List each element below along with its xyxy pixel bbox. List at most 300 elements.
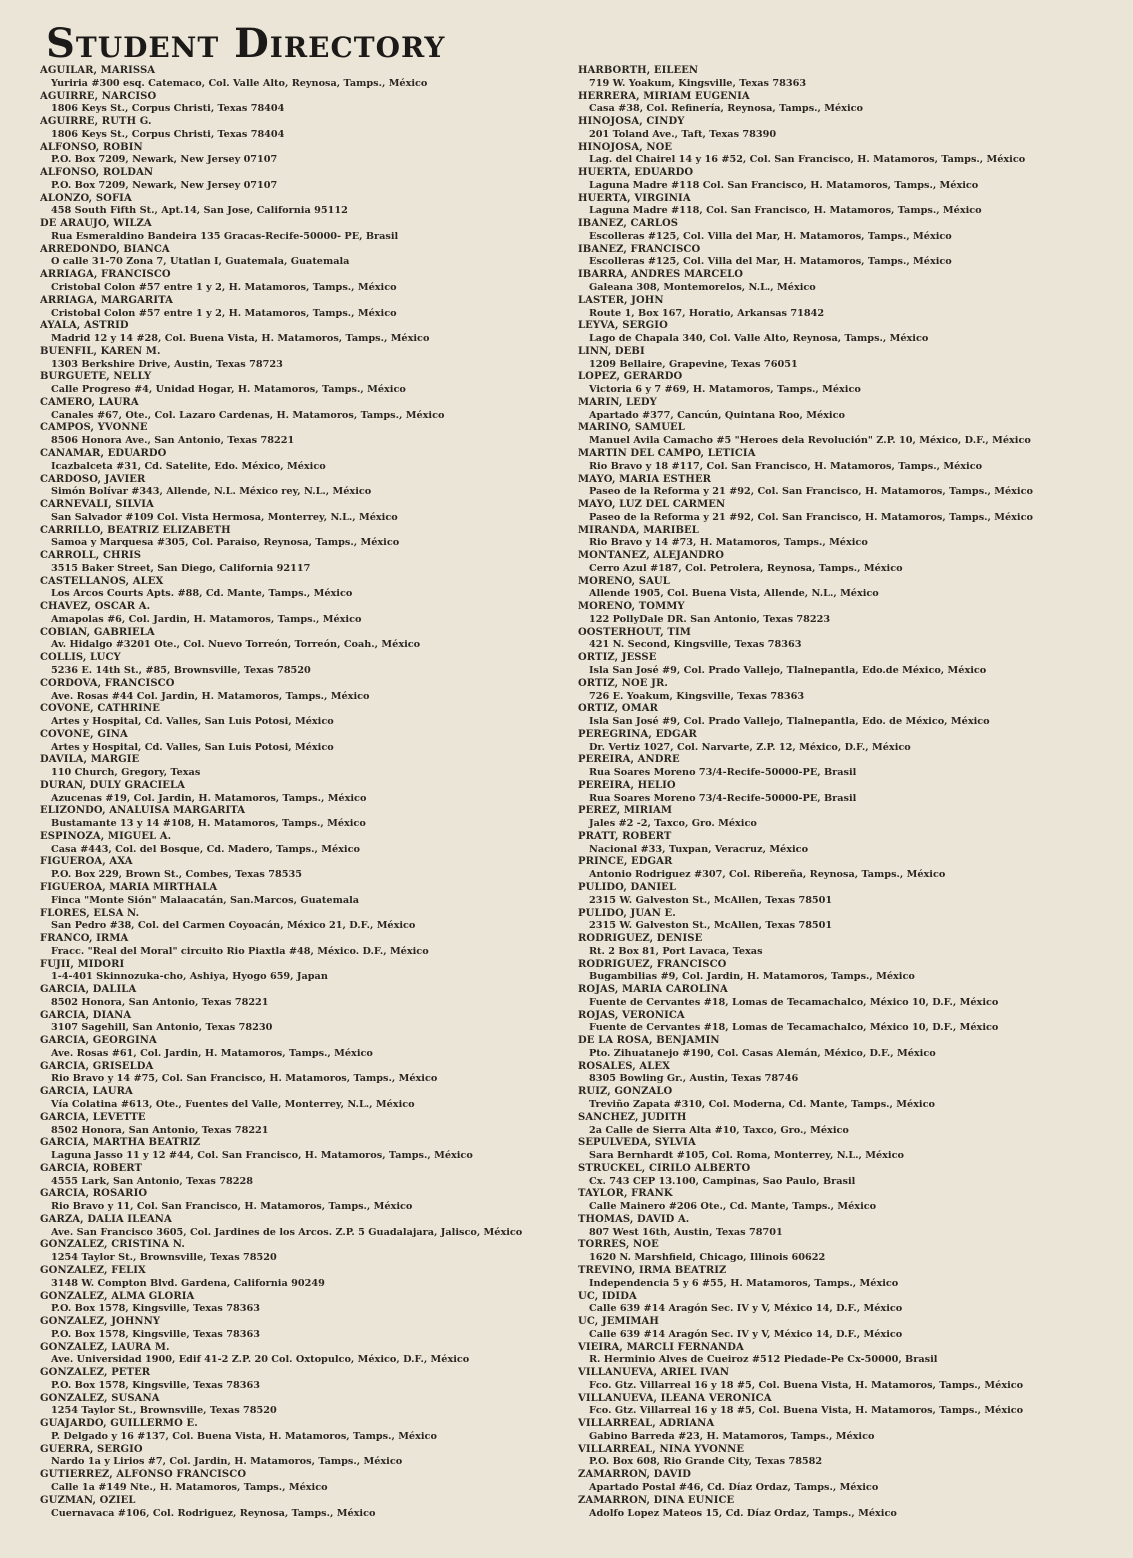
directory-entry bbox=[40, 908, 550, 934]
student-name: ROJAS, MARIA CAROLINA bbox=[578, 984, 728, 996]
student-name: CARDOSO, JAVIER bbox=[40, 473, 146, 485]
student-address: Fuente de Cervantes #18, Lomas de Tecamachalco, México 10, D.F., México bbox=[589, 996, 999, 1008]
directory-entry bbox=[40, 91, 550, 117]
student-address: Ave. Rosas #44 Col. Jardin, H. Matamoros, Tamps., México bbox=[51, 690, 370, 702]
student-address: 1806 Keys St., Corpus Christi, Texas 78404 bbox=[51, 103, 285, 115]
student-address: Gabino Barreda #23, H. Matamoros, Tamps., México bbox=[589, 1430, 875, 1442]
directory-entry bbox=[40, 601, 550, 627]
student-address: Rio Bravo y 18 #117, Col. San Francisco, H. Matamoros, Tamps., México bbox=[589, 460, 983, 472]
page-title: Student Directory bbox=[46, 20, 446, 67]
student-address: 5236 E. 14th St., #85, Brownsville, Texas 78520 bbox=[51, 664, 311, 676]
student-address: Cristobal Colon #57 entre 1 y 2, H. Matamoros, Tamps., México bbox=[51, 282, 397, 294]
student-name: ORTIZ, OMAR bbox=[578, 703, 659, 715]
student-address: Apartado #377, Cancún, Quintana Roo, México bbox=[589, 409, 845, 421]
directory-entry bbox=[40, 116, 550, 142]
directory-entry bbox=[40, 1061, 550, 1087]
student-name: FIGUEROA, MARIA MIRTHALA bbox=[40, 882, 218, 893]
directory-entry bbox=[40, 1393, 550, 1419]
directory-entry bbox=[578, 525, 1123, 551]
student-name: DE ARAUJO, WILZA bbox=[40, 218, 152, 230]
directory-entry bbox=[40, 218, 550, 244]
student-address: 421 N. Second, Kingsville, Texas 78363 bbox=[589, 639, 802, 651]
directory-entry bbox=[40, 1035, 550, 1061]
directory-entry bbox=[40, 652, 550, 678]
student-name: CARRILLO, BEATRIZ ELIZABETH bbox=[40, 524, 231, 536]
directory-entry bbox=[578, 1418, 1123, 1444]
student-address: Cx. 743 CEP 13.100, Campinas, Sao Paulo, Brasil bbox=[589, 1175, 856, 1187]
student-address: Escolleras #125, Col. Villa del Mar, H. Matamoros, Tamps., México bbox=[589, 230, 952, 242]
directory-entry bbox=[578, 703, 1123, 729]
directory-entry bbox=[40, 422, 550, 448]
directory-entry bbox=[40, 397, 550, 423]
directory-entry bbox=[578, 397, 1123, 423]
directory-entry bbox=[578, 474, 1123, 500]
student-name: GUZMAN, OZIEL bbox=[40, 1494, 136, 1506]
directory-entry bbox=[578, 1367, 1123, 1393]
directory-entry bbox=[578, 422, 1123, 448]
directory-entry bbox=[40, 754, 550, 780]
student-address: Av. Hidalgo #3201 Ote., Col. Nuevo Torreón, Torreón, Coah., México bbox=[51, 639, 421, 651]
directory-entry bbox=[578, 550, 1123, 576]
directory-entry bbox=[40, 1469, 550, 1495]
student-address: Ave. Rosas #61, Col. Jardin, H. Matamoros, Tamps., México bbox=[51, 1047, 373, 1059]
student-address: 1806 Keys St., Corpus Christi, Texas 78404 bbox=[51, 128, 285, 140]
student-name: MIRANDA, MARIBEL bbox=[578, 524, 699, 536]
student-address: Isla San José #9, Col. Prado Vallejo, Tlalnepantla, Edo. de México, México bbox=[589, 716, 990, 728]
student-address: Ave. San Francisco 3605, Col. Jardines de los Arcos. Z.P. 5 Guadalajara, Jalisco, México bbox=[51, 1226, 523, 1238]
student-address: Fco. Gtz. Villarreal 16 y 18 #5, Col. Buena Vista, H. Matamoros, Tamps., México bbox=[589, 1379, 1024, 1391]
student-address: Laguna Madre #118 Col. San Francisco, H. Matamoros, Tamps., México bbox=[589, 179, 979, 191]
directory-column-left bbox=[40, 65, 550, 1520]
student-address: Apartado Postal #46, Cd. Díaz Ordaz, Tamps., México bbox=[589, 1481, 879, 1493]
directory-entry bbox=[40, 627, 550, 653]
student-name: CHAVEZ, OSCAR A. bbox=[40, 601, 151, 613]
student-name: COBIAN, GABRIELA bbox=[40, 626, 155, 638]
student-name: GONZALEZ, CRISTINA N. bbox=[40, 1239, 185, 1251]
student-name: GONZALEZ, LAURA M. bbox=[40, 1341, 170, 1353]
directory-entry bbox=[40, 1291, 550, 1317]
student-address: Artes y Hospital, Cd. Valles, San Luis Potosi, México bbox=[51, 741, 334, 753]
directory-entry bbox=[40, 856, 550, 882]
student-name: MONTAÑEZ, ALEJANDRO bbox=[578, 550, 725, 562]
student-name: HARBORTH, EILEEN bbox=[578, 65, 699, 76]
student-address: 110 Church, Gregory, Texas bbox=[51, 767, 201, 779]
directory-entry bbox=[40, 882, 550, 908]
student-address: 3148 W. Compton Blvd. Gardena, California 90249 bbox=[51, 1277, 325, 1289]
student-name: GUERRA, SERGIO bbox=[40, 1443, 143, 1455]
student-address: 8305 Bowling Gr., Austin, Texas 78746 bbox=[589, 1073, 799, 1085]
student-name: AGUILAR, MARISSA bbox=[40, 65, 156, 76]
directory-entry bbox=[40, 703, 550, 729]
directory-entry bbox=[578, 780, 1123, 806]
student-address: Rio Bravo y 11, Col. San Francisco, H. Matamoros, Tamps., México bbox=[51, 1201, 413, 1213]
directory-entry bbox=[578, 218, 1123, 244]
directory-entry bbox=[40, 474, 550, 500]
student-name: FIGUEROA, AXA bbox=[40, 856, 133, 868]
student-name: HERRERA, MIRIAM EUGENIA bbox=[578, 90, 750, 102]
directory-entry bbox=[40, 1188, 550, 1214]
directory-entry bbox=[578, 1239, 1123, 1265]
directory-entry bbox=[578, 91, 1123, 117]
directory-entry bbox=[578, 1086, 1123, 1112]
directory-entry bbox=[578, 1469, 1123, 1495]
directory-entry bbox=[578, 1163, 1123, 1189]
directory-entry bbox=[40, 780, 550, 806]
directory-entry bbox=[40, 1239, 550, 1265]
student-address: Cerro Azul #187, Col. Petrolera, Reynosa, Tamps., México bbox=[589, 562, 903, 574]
directory-entry bbox=[40, 167, 550, 193]
student-name: ZAMARRON, DINA EUNICE bbox=[578, 1494, 735, 1506]
student-address: Lago de Chapala 340, Col. Valle Alto, Reynosa, Tamps., México bbox=[589, 333, 929, 345]
student-address: Casa #443, Col. del Bosque, Cd. Madero, Tamps., México bbox=[51, 843, 360, 855]
student-address: Calle Progreso #4, Unidad Hogar, H. Matamoros, Tamps., México bbox=[51, 384, 406, 396]
student-address: Jales #2 -2, Taxco, Gro. México bbox=[589, 818, 757, 830]
directory-entry bbox=[578, 295, 1123, 321]
directory-entry bbox=[40, 984, 550, 1010]
student-name: VILLANUEVA, ILEANA VERONICA bbox=[578, 1392, 772, 1404]
directory-entry bbox=[40, 448, 550, 474]
student-name: AGUIRRE, NARCISO bbox=[40, 90, 157, 102]
directory-entry bbox=[578, 1316, 1123, 1342]
student-name: VILLARREAL, NINA YVONNE bbox=[578, 1443, 745, 1455]
student-address: Manuel Avila Camacho #5 "Heroes dela Revolución" Z.P. 10, México, D.F., México bbox=[589, 435, 1031, 447]
student-address: Dr. Vertiz 1027, Col. Narvarte, Z.P. 12, México, D.F., México bbox=[589, 741, 911, 753]
directory-entry bbox=[40, 371, 550, 397]
directory-entry bbox=[578, 729, 1123, 755]
student-address: Adolfo Lopez Mateos 15, Cd. Díaz Ordaz, Tamps., México bbox=[589, 1507, 897, 1519]
student-address: P.O. Box 7209, Newark, New Jersey 07107 bbox=[51, 179, 278, 191]
student-name: RUIZ, GONZALO bbox=[578, 1086, 673, 1098]
student-address: Nacional #33, Tuxpan, Veracruz, México bbox=[589, 843, 809, 855]
directory-entry bbox=[578, 805, 1123, 831]
student-name: MARTIN DEL CAMPO, LETICIA bbox=[578, 447, 756, 459]
student-name: MAYO, LUZ DEL CARMEN bbox=[578, 499, 726, 511]
student-address: Paseo de la Reforma y 21 #92, Col. San Francisco, H. Matamoros, Tamps., México bbox=[589, 486, 1033, 498]
student-address: 458 South Fifth St., Apt.14, San Jose, California 95112 bbox=[51, 205, 348, 217]
student-name: SEPULVEDA, SYLVIA bbox=[578, 1137, 696, 1149]
student-address: 4555 Lark, San Antonio, Texas 78228 bbox=[51, 1175, 253, 1187]
student-address: 1-4-401 Skinnozuka-cho, Ashiya, Hyogo 659, Japan bbox=[51, 971, 328, 983]
student-name: MORENO, SAUL bbox=[578, 575, 670, 587]
directory-entry bbox=[40, 1444, 550, 1470]
student-address: Azucenas #19, Col. Jardin, H. Matamoros, Tamps., México bbox=[51, 792, 367, 804]
student-name: ALONZO, SOFIA bbox=[40, 192, 132, 204]
student-name: MARINO, SAMUEL bbox=[578, 422, 685, 434]
student-name: BUENFIL, KAREN M. bbox=[40, 345, 161, 357]
student-address: Icazbalceta #31, Cd. Satelite, Edo. México, México bbox=[51, 460, 326, 472]
student-name: HINOJOSA, NOE bbox=[578, 141, 673, 153]
directory-entry bbox=[578, 1393, 1123, 1419]
student-name: CARROLL, CHRIS bbox=[40, 550, 142, 562]
directory-entry bbox=[578, 346, 1123, 372]
student-address: Rio Bravo y 14 #75, Col. San Francisco, H. Matamoros, Tamps., México bbox=[51, 1073, 438, 1085]
student-address: Calle Mainero #206 Ote., Cd. Mante, Tamps., México bbox=[589, 1201, 877, 1213]
student-name: ESPINOZA, MIGUEL A. bbox=[40, 830, 172, 842]
directory-entry bbox=[40, 1495, 550, 1521]
student-name: GONZALEZ, JOHNNY bbox=[40, 1316, 161, 1328]
student-address: Rio Bravo y 14 #73, H. Matamoros, Tamps., México bbox=[589, 537, 868, 549]
student-name: FLORES, ELSA N. bbox=[40, 907, 140, 919]
student-address: Rua Esmeraldino Bandeira 135 Gracas-Recife-50000- PE, Brasil bbox=[51, 230, 399, 242]
student-address: 2315 W. Galveston St., McAllen, Texas 78501 bbox=[589, 920, 833, 932]
student-name: PULIDO, JUAN E. bbox=[578, 907, 676, 919]
student-name: ALFONSO, ROLDAN bbox=[40, 167, 154, 179]
student-address: 1303 Berkshire Drive, Austin, Texas 78723 bbox=[51, 358, 283, 370]
student-address: 2315 W. Galveston St., McAllen, Texas 78501 bbox=[589, 894, 833, 906]
student-address: Vía Colatina #613, Ote., Fuentes del Valle, Monterrey, N.L., México bbox=[51, 1099, 415, 1111]
directory-entry bbox=[578, 933, 1123, 959]
directory-entry bbox=[578, 678, 1123, 704]
student-address: Galeana 308, Montemorelos, N.L., México bbox=[589, 282, 816, 294]
student-address: Antonio Rodriguez #307, Col. Ribereña, Reynosa, Tamps., México bbox=[589, 869, 946, 881]
directory-entry bbox=[578, 882, 1123, 908]
student-address: R. Herminio Alves de Cueiroz #512 Piedade-Pe Cx-50000, Brasil bbox=[589, 1354, 938, 1366]
student-name: GARCIA, DIANA bbox=[40, 1009, 132, 1021]
directory-entry bbox=[578, 269, 1123, 295]
student-name: GARCIA, LEVETTE bbox=[40, 1111, 146, 1123]
student-name: VILLARREAL, ADRIANA bbox=[578, 1418, 715, 1430]
directory-entry bbox=[578, 1265, 1123, 1291]
student-address: Allende 1905, Col. Buena Vista, Allende, N.L., México bbox=[589, 588, 879, 600]
directory-entry bbox=[578, 1010, 1123, 1036]
student-name: CORDOVA, FRANCISCO bbox=[40, 677, 175, 689]
student-address: Victoria 6 y 7 #69, H. Matamoros, Tamps., México bbox=[589, 384, 861, 396]
student-name: GARZA, DALIA ILEANA bbox=[40, 1213, 172, 1225]
student-address: 1209 Bellaire, Grapevine, Texas 76051 bbox=[589, 358, 798, 370]
directory-entry bbox=[578, 1188, 1123, 1214]
directory-entry bbox=[40, 142, 550, 168]
student-name: COVONE, GINA bbox=[40, 728, 128, 740]
student-address: Ave. Universidad 1900, Edif 41-2 Z.P. 20 Col. Oxtopulco, México, D.F., México bbox=[51, 1354, 470, 1366]
student-address: 3515 Baker Street, San Diego, California 92117 bbox=[51, 562, 311, 574]
student-name: GARCIA, GRISELDA bbox=[40, 1060, 154, 1072]
student-name: PRATT, ROBERT bbox=[578, 830, 672, 842]
student-address: 1620 N. Marshfield, Chicago, Illinois 60622 bbox=[589, 1252, 826, 1264]
directory-entry bbox=[40, 1163, 550, 1189]
directory-entry bbox=[578, 652, 1123, 678]
directory-entry bbox=[40, 1086, 550, 1112]
directory-entry bbox=[40, 346, 550, 372]
student-address: Simón Bolívar #343, Allende, N.L. México rey, N.L., México bbox=[51, 486, 372, 498]
student-address: Calle 1a #149 Nte., H. Matamoros, Tamps., México bbox=[51, 1481, 328, 1493]
student-name: GARCIA, ROBERT bbox=[40, 1162, 143, 1174]
student-address: Paseo de la Reforma y 21 #92, Col. San Francisco, H. Matamoros, Tamps., México bbox=[589, 511, 1033, 523]
student-name: RODRIGUEZ, FRANCISCO bbox=[578, 958, 727, 970]
student-address: 122 PollyDale DR. San Antonio, Texas 78223 bbox=[589, 613, 831, 625]
student-address: Fco. Gtz. Villarreal 16 y 18 #5, Col. Buena Vista, H. Matamoros, Tamps., México bbox=[589, 1405, 1024, 1417]
student-address: P.O. Box 1578, Kingsville, Texas 78363 bbox=[51, 1328, 260, 1340]
student-name: BURGUETE, NELLY bbox=[40, 371, 152, 383]
directory-entry bbox=[578, 448, 1123, 474]
student-address: 201 Toland Ave., Taft, Texas 78390 bbox=[589, 128, 777, 140]
student-name: COLLIS, LUCY bbox=[40, 652, 121, 664]
student-address: Rua Soares Moreno 73/4-Recife-50000-PE, Brasil bbox=[589, 767, 857, 779]
directory-entry bbox=[578, 1137, 1123, 1163]
student-name: PEREIRA, HELIO bbox=[578, 779, 676, 791]
directory-entry bbox=[578, 984, 1123, 1010]
student-name: GUAJARDO, GUILLERMO E. bbox=[40, 1418, 198, 1430]
student-name: LASTER, JOHN bbox=[578, 294, 664, 306]
student-name: GARCIA, MARTHA BEATRIZ bbox=[40, 1137, 201, 1149]
student-address: P.O. Box 1578, Kingsville, Texas 78363 bbox=[51, 1379, 260, 1391]
student-address: Calle 639 #14 Aragón Sec. IV y V, México 14, D.F., México bbox=[589, 1303, 903, 1315]
student-name: HUERTA, EDUARDO bbox=[578, 167, 694, 179]
student-address: Laguna Jasso 11 y 12 #44, Col. San Francisco, H. Matamoros, Tamps., México bbox=[51, 1150, 473, 1162]
directory-entry bbox=[578, 167, 1123, 193]
student-address: 719 W. Yoakum, Kingsville, Texas 78363 bbox=[589, 77, 807, 89]
directory-entry bbox=[40, 1112, 550, 1138]
directory-entry bbox=[578, 320, 1123, 346]
student-name: TREVIÑO, IRMA BEATRIZ bbox=[578, 1264, 727, 1276]
student-address: 8502 Honora, San Antonio, Texas 78221 bbox=[51, 996, 269, 1008]
student-name: IBAÑEZ, FRANCISCO bbox=[578, 243, 701, 255]
directory-entry bbox=[40, 1265, 550, 1291]
student-address: Laguna Madre #118, Col. San Francisco, H. Matamoros, Tamps., México bbox=[589, 205, 982, 217]
directory-entry bbox=[40, 1214, 550, 1240]
directory-entry bbox=[578, 193, 1123, 219]
student-name: CASTELLANOS, ALEX bbox=[40, 575, 164, 587]
student-address: Canales #67, Ote., Col. Lazaro Cardenas, H. Matamoros, Tamps., México bbox=[51, 409, 445, 421]
student-address: Fuente de Cervantes #18, Lomas de Tecamachalco, México 10, D.F., México bbox=[589, 1022, 999, 1034]
student-address: Amapolas #6, Col. Jardin, H. Matamoros, Tamps., México bbox=[51, 613, 362, 625]
student-name: ZAMARRON, DAVID bbox=[578, 1469, 691, 1481]
student-address: 3107 Sagehill, San Antonio, Texas 78230 bbox=[51, 1022, 273, 1034]
student-name: ROJAS, VERONICA bbox=[578, 1009, 685, 1021]
student-address: Casa #38, Col. Refinería, Reynosa, Tamps., México bbox=[589, 103, 863, 115]
student-address: Isla San José #9, Col. Prado Vallejo, Tlalnepantla, Edo.de México, México bbox=[589, 664, 987, 676]
student-name: GONZALEZ, SUSANA bbox=[40, 1392, 160, 1404]
directory-entry bbox=[40, 525, 550, 551]
student-address: Fracc. "Real del Moral" circuito Rio Piaxtla #48, México. D.F., México bbox=[51, 945, 429, 957]
student-name: VIEIRA, MARCLI FERNANDA bbox=[578, 1341, 744, 1353]
student-address: Los Arcos Courts Apts. #88, Cd. Mante, Tamps., México bbox=[51, 588, 353, 600]
student-address: 1254 Taylor St., Brownsville, Texas 78520 bbox=[51, 1405, 277, 1417]
student-address: Nardo 1a y Lirios #7, Col. Jardin, H. Matamoros, Tamps., México bbox=[51, 1456, 403, 1468]
directory-entry bbox=[578, 116, 1123, 142]
student-address: Artes y Hospital, Cd. Valles, San Luis Potosi, México bbox=[51, 716, 334, 728]
student-name: DAVILA, MARGIE bbox=[40, 754, 140, 766]
directory-entry bbox=[40, 1367, 550, 1393]
student-name: GONZALEZ, FELIX bbox=[40, 1264, 146, 1276]
student-name: MORENO, TOMMY bbox=[578, 601, 685, 613]
directory-entry bbox=[40, 244, 550, 270]
student-name: TAYLOR, FRANK bbox=[578, 1188, 673, 1200]
directory-entry bbox=[578, 1342, 1123, 1368]
student-address: 8502 Honora, San Antonio, Texas 78221 bbox=[51, 1124, 269, 1136]
directory-entry bbox=[40, 1137, 550, 1163]
student-name: AYALA, ASTRID bbox=[40, 320, 129, 332]
student-name: UC, JEMIMAH bbox=[578, 1316, 659, 1328]
directory-entry bbox=[40, 729, 550, 755]
directory-entry bbox=[40, 1342, 550, 1368]
student-name: PEREZ, MIRIAM bbox=[578, 805, 673, 817]
student-name: GARCIA, LAURA bbox=[40, 1086, 133, 1098]
directory-entry bbox=[40, 678, 550, 704]
directory-entry bbox=[578, 244, 1123, 270]
student-name: FRANCO, IRMA bbox=[40, 933, 129, 945]
directory-entry bbox=[578, 1214, 1123, 1240]
student-address: Independencia 5 y 6 #55, H. Matamoros, Tamps., México bbox=[589, 1277, 899, 1289]
directory-column-right bbox=[578, 65, 1123, 1520]
student-name: AGUIRRE, RUTH G. bbox=[40, 116, 152, 128]
directory-entry bbox=[578, 1444, 1123, 1470]
student-name: VILLANUEVA, ARIEL IVAN bbox=[578, 1367, 730, 1379]
student-name: ORTIZ, NOE JR. bbox=[578, 677, 668, 689]
directory-entry bbox=[578, 856, 1123, 882]
student-name: MAYO, MARIA ESTHER bbox=[578, 473, 712, 485]
student-name: ARREDONDO, BIANCA bbox=[40, 243, 170, 255]
student-name: ARRIAGA, MARGARITA bbox=[40, 294, 173, 306]
student-address: Bugambilias #9, Col. Jardin, H. Matamoros, Tamps., México bbox=[589, 971, 915, 983]
student-name: LEYVA, SERGIO bbox=[578, 320, 668, 332]
directory-entry bbox=[578, 831, 1123, 857]
student-name: GUTIERREZ, ALFONSO FRANCISCO bbox=[40, 1469, 247, 1481]
student-name: GONZALEZ, ALMA GLORIA bbox=[40, 1290, 195, 1302]
student-name: IBARRA, ANDRES MARCELO bbox=[578, 269, 744, 281]
student-name: MARIN, LEDY bbox=[578, 396, 657, 408]
student-name: ORTIZ, JESSE bbox=[578, 652, 657, 664]
student-name: TORRES, NOE bbox=[578, 1239, 659, 1251]
student-address: O calle 31-70 Zona 7, Utatlan I, Guatemala, Guatemala bbox=[51, 256, 350, 268]
student-name: ROSALES, ALEX bbox=[578, 1060, 670, 1072]
student-address: Pto. Zihuatanejo #190, Col. Casas Alemán, México, D.F., México bbox=[589, 1047, 936, 1059]
student-address: Finca "Monte Sión" Malaacatán, San.Marcos, Guatemala bbox=[51, 894, 360, 906]
student-name: CAMERO, LAURA bbox=[40, 396, 139, 408]
student-name: GARCIA, DALILA bbox=[40, 984, 137, 996]
student-address: Rua Soares Moreno 73/4-Recife-50000-PE, Brasil bbox=[589, 792, 857, 804]
student-address: 8506 Honora Ave., San Antonio, Texas 78221 bbox=[51, 435, 295, 447]
directory-entry bbox=[40, 959, 550, 985]
directory-entry bbox=[578, 627, 1123, 653]
student-name: UC, IDIDA bbox=[578, 1290, 637, 1302]
student-name: RODRIGUEZ, DENISE bbox=[578, 933, 703, 945]
student-name: CARNEVALI, SILVIA bbox=[40, 499, 154, 511]
student-address: P.O. Box 229, Brown St., Combes, Texas 78535 bbox=[51, 869, 302, 881]
student-name: SANCHEZ, JUDITH bbox=[578, 1111, 687, 1123]
directory-entry bbox=[578, 1495, 1123, 1521]
student-address: Samoa y Marquesa #305, Col. Paraiso, Reynosa, Tamps., México bbox=[51, 537, 400, 549]
student-name: COVONE, CATHRINE bbox=[40, 703, 160, 715]
student-name: LOPEZ, GERARDO bbox=[578, 371, 683, 383]
student-name: PRINCE, EDGAR bbox=[578, 856, 673, 868]
directory-entry bbox=[40, 1316, 550, 1342]
student-address: 807 West 16th, Austin, Texas 78701 bbox=[589, 1226, 783, 1238]
student-name: CAÑAMAR, EDUARDO bbox=[40, 447, 167, 459]
student-address: Escolleras #125, Col. Villa del Mar, H. Matamoros, Tamps., México bbox=[589, 256, 952, 268]
directory-entry bbox=[40, 295, 550, 321]
directory-entry bbox=[40, 320, 550, 346]
directory-entry bbox=[40, 831, 550, 857]
student-address: Cristobal Colon #57 entre 1 y 2, H. Matamoros, Tamps., México bbox=[51, 307, 397, 319]
student-name: CAMPOS, YVONNE bbox=[40, 422, 148, 434]
directory-entry bbox=[578, 1291, 1123, 1317]
directory-entry bbox=[578, 959, 1123, 985]
directory-entry bbox=[40, 1418, 550, 1444]
student-name: IBAÑEZ, CARLOS bbox=[578, 218, 679, 230]
student-address: P. Delgado y 16 #137, Col. Buena Vista, H. Matamoros, Tamps., México bbox=[51, 1430, 437, 1442]
directory-entry bbox=[578, 371, 1123, 397]
directory-entry bbox=[40, 499, 550, 525]
directory-entry bbox=[40, 193, 550, 219]
directory-entry bbox=[578, 576, 1123, 602]
directory-entry bbox=[578, 499, 1123, 525]
directory-entry bbox=[578, 601, 1123, 627]
directory-entry bbox=[40, 576, 550, 602]
student-address: P.O. Box 1578, Kingsville, Texas 78363 bbox=[51, 1303, 260, 1315]
student-name: PEREIRA, ANDRE bbox=[578, 754, 680, 766]
student-address: 726 E. Yoakum, Kingsville, Texas 78363 bbox=[589, 690, 805, 702]
directory-entry bbox=[578, 908, 1123, 934]
